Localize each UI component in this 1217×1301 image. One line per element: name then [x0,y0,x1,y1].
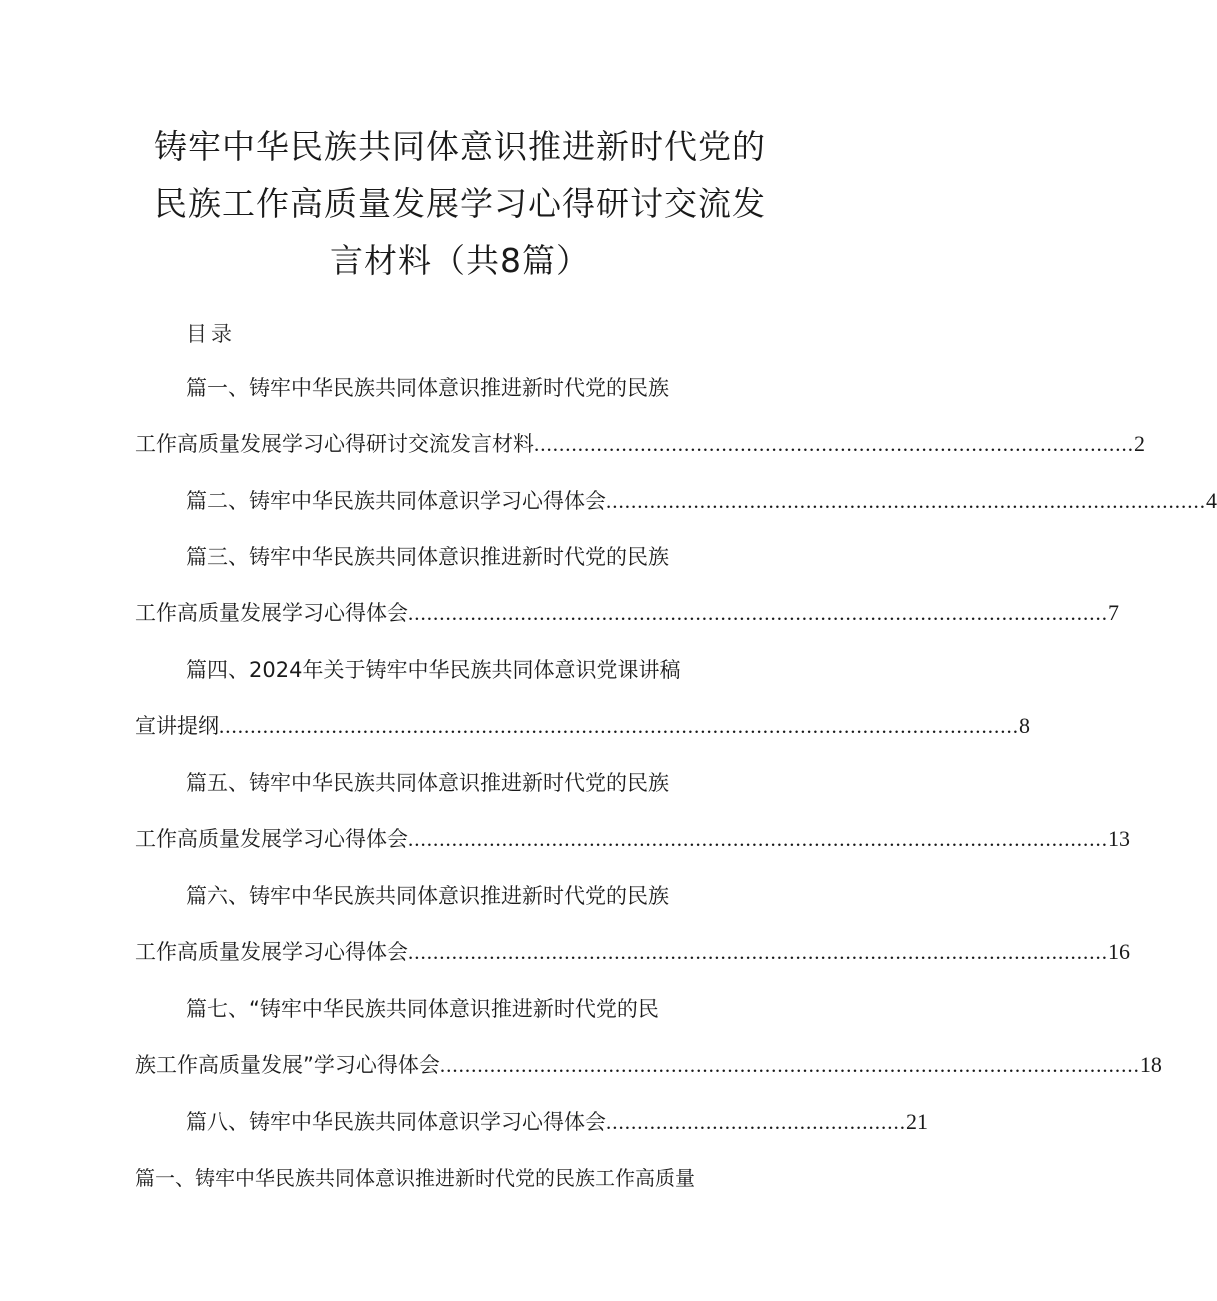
toc-entry-7-line2: 族工作高质量发展”学习心得体会 [135,1053,440,1077]
toc-entry-4-line1: 篇四、2024年关于铸牢中华民族共同体意识党课讲稿 [186,658,681,682]
toc-entry-5-line1: 篇五、铸牢中华民族共同体意识推进新时代党的民族 [186,771,669,795]
toc-leader-dots: ................................................................................................................ [439,1053,1140,1077]
toc-heading: 目录 [186,322,236,346]
toc-entry-6-line1: 篇六、铸牢中华民族共同体意识推进新时代党的民族 [186,884,669,908]
title-line-3: 言材料（共8篇） [330,241,590,280]
toc-leader-dots: ................................................................................................................ [408,601,1108,625]
toc-entry-6-line2: 工作高质量发展学习心得体会 [135,940,408,964]
toc-entry-3[interactable] [135,598,1119,628]
toc-entry-1-page: 2 [1134,431,1145,456]
document-title [120,118,800,289]
toc-entry-4[interactable] [135,711,1030,741]
toc-entry-1[interactable] [135,429,1145,459]
title-line-1: 铸牢中华民族共同体意识推进新时代党的 [154,127,766,166]
toc-leader-dots: ................................................................................................................................ [219,714,1019,738]
toc-entry-5-line2: 工作高质量发展学习心得体会 [135,827,408,851]
toc-entry-8-line1: 篇八、铸牢中华民族共同体意识学习心得体会 [186,1110,606,1134]
toc-entry-4-page: 8 [1019,713,1030,738]
toc-entry-3-line1: 篇三、铸牢中华民族共同体意识推进新时代党的民族 [186,545,669,569]
toc-entry-1-line2: 工作高质量发展学习心得研讨交流发言材料 [135,432,534,456]
toc-entry-6[interactable] [135,937,1130,967]
toc-entry-4-line2: 宣讲提纲 [135,714,219,738]
toc-entry-3-line2: 工作高质量发展学习心得体会 [135,601,408,625]
toc-entry-6-page: 16 [1108,939,1130,964]
toc-leader-dots: ................................................................................................................ [408,940,1108,964]
toc-entry-7-page: 18 [1139,1052,1162,1077]
toc-entry-2[interactable] [186,486,1217,516]
toc-leader-dots: ................................................................................................ [534,432,1134,456]
toc-entry-8[interactable] [186,1107,928,1137]
toc-entry-1-line1: 篇一、铸牢中华民族共同体意识推进新时代党的民族 [186,376,669,400]
toc-entry-5-page: 13 [1108,826,1130,851]
toc-leader-dots: ................................................ [606,1110,906,1134]
toc-entry-7-line1: 篇七、“铸牢中华民族共同体意识推进新时代党的民 [186,997,659,1021]
toc-entry-5[interactable] [135,824,1130,854]
toc-entry-7[interactable] [135,1050,1162,1080]
section-heading: 篇一、铸牢中华民族共同体意识推进新时代党的民族工作高质量 [135,1166,695,1190]
title-line-2: 民族工作高质量发展学习心得研讨交流发 [154,184,766,223]
toc-entry-2-line1: 篇二、铸牢中华民族共同体意识学习心得体会 [186,489,606,513]
toc-leader-dots: ................................................................................................................ [408,827,1108,851]
toc-entry-2-page: 4 [1206,488,1217,513]
toc-entry-8-page: 21 [906,1109,928,1134]
toc-entry-3-page: 7 [1108,600,1119,625]
toc-leader-dots: ................................................................................................ [606,489,1206,513]
